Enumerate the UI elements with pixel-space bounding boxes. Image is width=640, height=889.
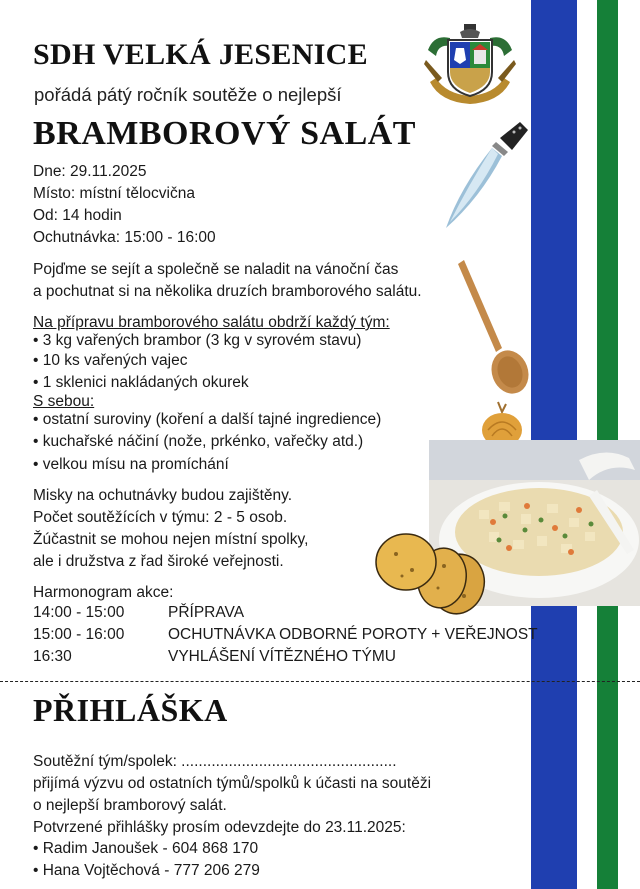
organization-title: SDH VELKÁ JESENICE — [33, 38, 368, 71]
intro-line: Pojďme se sejít a společně se naladit na vánoční čas — [33, 261, 399, 278]
potatoes-icon — [372, 526, 492, 616]
time-line: Od: 14 hodin — [33, 207, 122, 224]
supplies-item: • 10 ks vařených vajec — [33, 352, 188, 369]
registration-line: přijímá výzvu od ostatních týmů/spolků k účasti na soutěži — [33, 775, 432, 792]
contact-line: • Hana Vojtěchová - 777 206 279 — [33, 862, 260, 879]
note-line: ale i družstva z řad široké veřejnosti. — [33, 553, 284, 570]
schedule-time: 14:00 - 15:00 — [33, 604, 125, 621]
registration-line: o nejlepší bramborový salát. — [33, 797, 227, 814]
event-title: BRAMBOROVÝ SALÁT — [33, 115, 416, 152]
supplies-item: • 1 sklenici nakládaných okurek — [33, 374, 249, 391]
registration-line: Soutěžní tým/spolek: .................................................. — [33, 753, 397, 770]
schedule-time: 15:00 - 16:00 — [33, 626, 125, 643]
registration-line: Potvrzené přihlášky prosím odevzdejte do 23.11.2025: — [33, 819, 406, 836]
emblem-icon — [420, 20, 520, 108]
bring-item: • kuchařské náčiní (nože, prkénko, vařečky atd.) — [33, 433, 364, 450]
supplies-item: • 3 kg vařených brambor (3 kg v syrovém stavu) — [33, 332, 362, 349]
place-line: Místo: místní tělocvična — [33, 185, 195, 202]
subtitle: pořádá pátý ročník soutěže o nejlepší — [34, 84, 342, 105]
wooden-spoon-icon — [452, 258, 532, 396]
note-line: Žúčastnit se mohou nejen místní spolky, — [33, 531, 309, 548]
cut-line-divider — [0, 681, 640, 682]
intro-line: a pochutnat si na několika druzích bramborového salátu. — [33, 283, 422, 300]
note-line: Misky na ochutnávky budou zajištěny. — [33, 487, 293, 504]
contact-line: • Radim Janoušek - 604 868 170 — [33, 840, 259, 857]
note-line: Počet soutěžících v týmu: 2 - 5 osob. — [33, 509, 288, 526]
schedule-activity: PŘÍPRAVA — [168, 604, 245, 621]
registration-title: PŘIHLÁŠKA — [33, 692, 228, 728]
schedule-time: 16:30 — [33, 648, 72, 665]
date-line: Dne: 29.11.2025 — [33, 163, 147, 180]
knife-icon — [440, 118, 532, 238]
schedule-activity: VYHLÁŠENÍ VÍTĚZNÉHO TÝMU — [168, 648, 396, 665]
schedule-heading: Harmonogram akce: — [33, 584, 174, 601]
bring-item: • ostatní suroviny (koření a další tajné ingredience) — [33, 411, 382, 428]
bring-item: • velkou mísu na promíchání — [33, 456, 229, 473]
bring-heading: S sebou: — [33, 393, 95, 410]
tasting-line: Ochutnávka: 15:00 - 16:00 — [33, 229, 216, 246]
supplies-heading: Na přípravu bramborového salátu obdrží každý tým: — [33, 314, 390, 331]
schedule-activity: OCHUTNÁVKA ODBORNÉ POROTY + VEŘEJNOST — [168, 626, 538, 643]
